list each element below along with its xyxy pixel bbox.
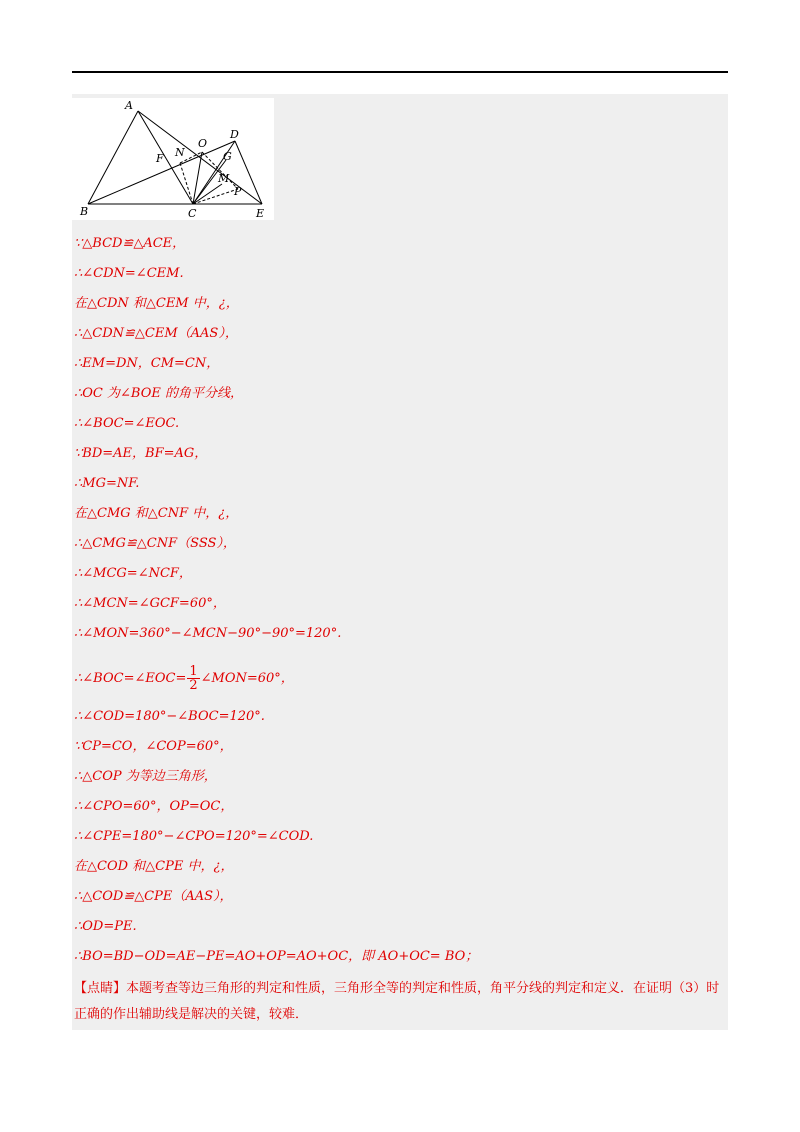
proof-line: ∴∠MCG=∠NCF， — [74, 566, 192, 581]
proof-line: ∴∠BOC=∠EOC. — [74, 416, 180, 431]
fraction — [187, 665, 199, 692]
proof-line: ∵BD=AE，BF=AG， — [74, 446, 208, 461]
geometry-diagram — [72, 98, 274, 220]
label-p: P — [234, 185, 242, 198]
proof-line: ∴∠CPE=180°−∠CPO=120°=∠COD. — [74, 829, 314, 844]
proof-line: ∴MG=NF. — [74, 476, 140, 491]
proof-line: ∴OD=PE. — [74, 919, 137, 934]
proof-line: ∴∠COD=180°−∠BOC=120°. — [74, 709, 265, 724]
proof-line: ∴∠MCN=∠GCF=60°， — [74, 596, 226, 611]
label-m: M — [218, 172, 230, 185]
label-d: D — [230, 128, 239, 141]
fraction-denominator: 2 — [189, 678, 198, 693]
proof-line: 在△COD 和△CPE 中，¿， — [74, 859, 234, 874]
label-e: E — [256, 207, 265, 220]
label-b: B — [80, 205, 89, 218]
proof-line: ∴△CMG≌△CNF（SSS）， — [74, 536, 236, 551]
proof-line: ∴△COD≌△CPE（AAS）， — [74, 889, 233, 904]
label-g: G — [223, 150, 232, 163]
proof-line: ∴∠MON=360°−∠MCN−90°−90°=120°. — [74, 626, 342, 641]
proof-line: ∴△CDN≌△CEM（AAS）， — [74, 326, 238, 341]
proof-line: ∵△BCD≌△ACE， — [74, 236, 186, 251]
label-a: A — [125, 99, 133, 112]
proof-line: ∴BO=BD−OD=AE−PE=AO+OP=AO+OC，即 AO+OC= BO； — [74, 949, 479, 964]
proof-line: ∵CP=CO，∠COP=60°， — [74, 739, 233, 754]
fraction-numerator: 1 — [189, 664, 198, 679]
label-f: F — [156, 152, 164, 165]
proof-line-fraction — [74, 664, 294, 694]
label-n: N — [175, 146, 185, 159]
proof-text: ∠MON=60°， — [200, 671, 294, 686]
label-o: O — [198, 137, 208, 150]
header-rule — [72, 71, 728, 73]
proof-line: ∴∠CDN=∠CEM. — [74, 266, 184, 281]
comment-note — [74, 976, 724, 1028]
note-tag: 【点睛】 — [74, 981, 127, 996]
note-text: 本题考查等边三角形的判定和性质，三角形全等的判定和性质，角平分线的判定和定义．在证明（3）时正确的作出辅助线是解决的关键，较难． — [74, 981, 720, 1022]
geometry-figure — [72, 98, 274, 220]
proof-line: ∴EM=DN，CM=CN， — [74, 356, 220, 371]
label-c: C — [188, 207, 197, 220]
proof-line: 在△CDN 和△CEM 中，¿， — [74, 296, 239, 311]
proof-text: ∴∠BOC=∠EOC= — [74, 671, 187, 686]
proof-line: 在△CMG 和△CNF 中，¿， — [74, 506, 239, 521]
proof-line: ∴△COP 为等边三角形， — [74, 769, 217, 784]
proof-line: ∴∠CPO=60°，OP=OC， — [74, 799, 234, 814]
proof-line: ∴OC 为∠BOE 的角平分线， — [74, 386, 243, 401]
